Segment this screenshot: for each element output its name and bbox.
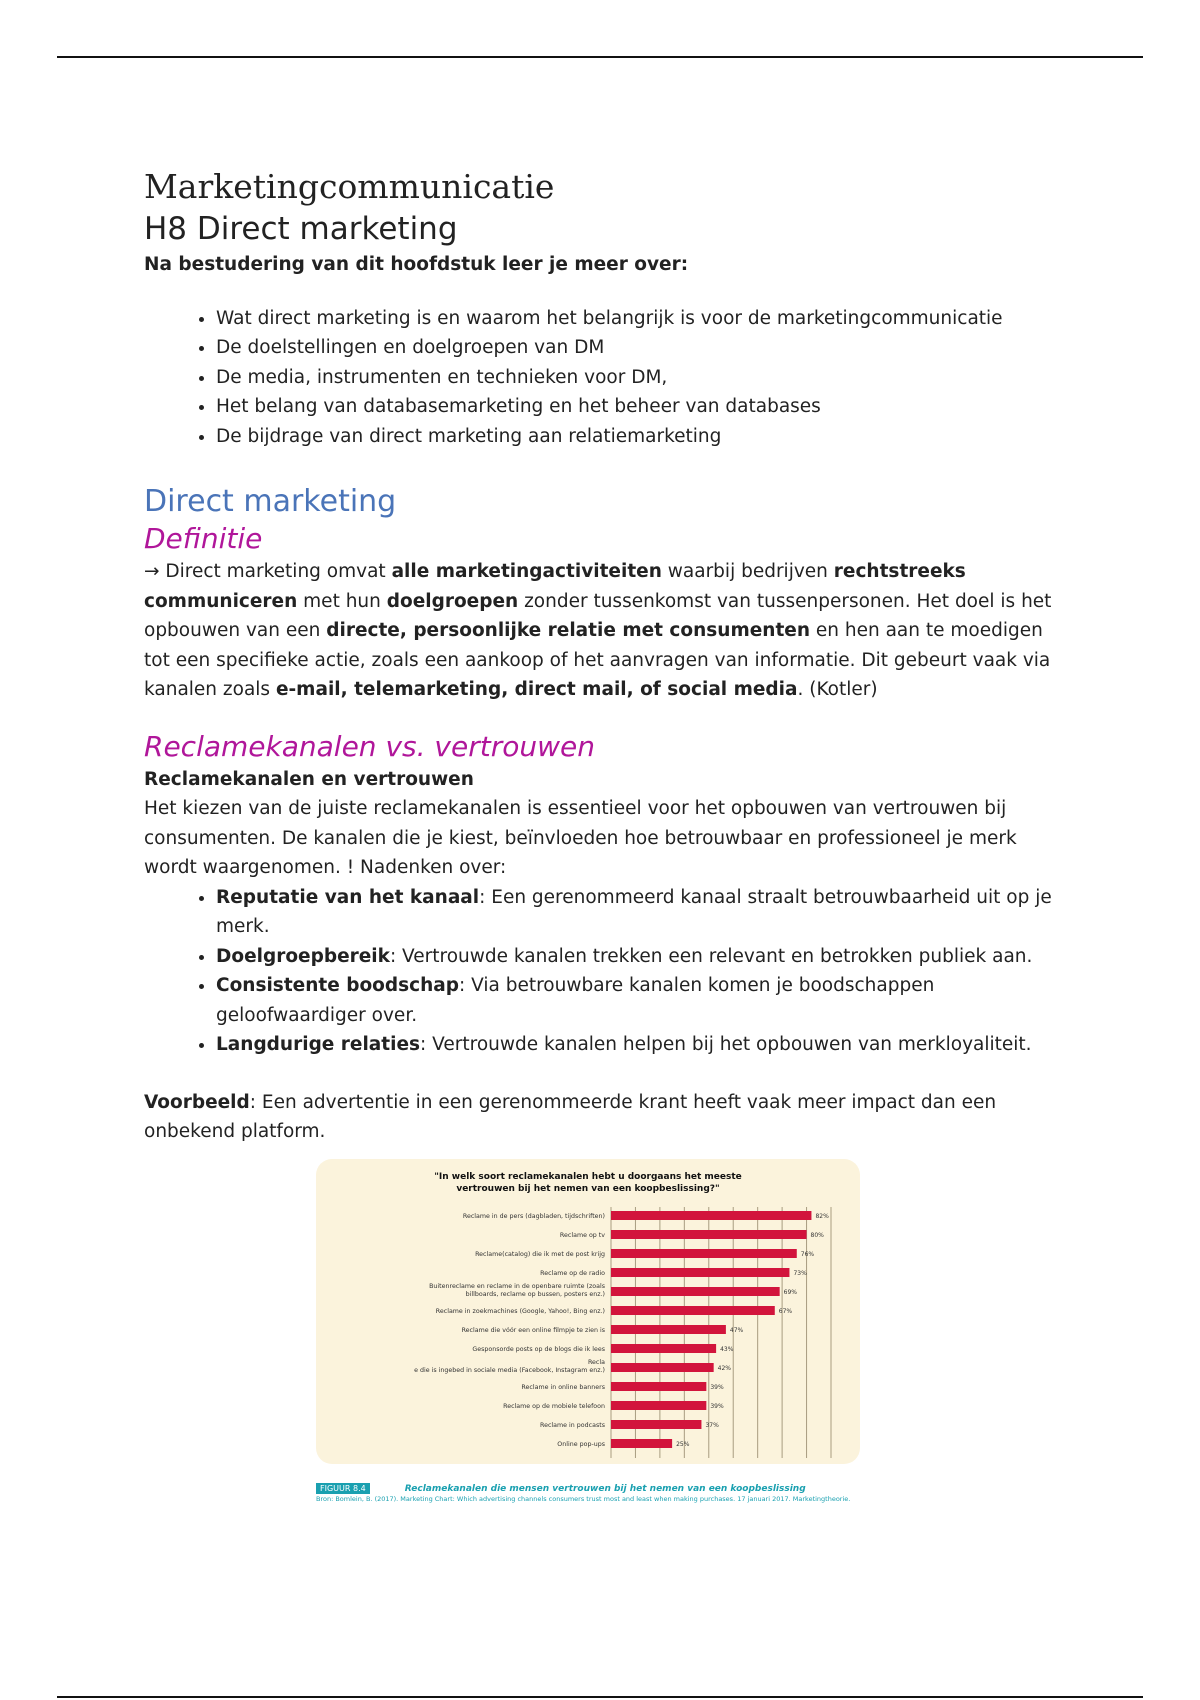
example-text: : Een advertentie in een gerenommeerde krant heeft vaak meer impact dan een onbekend platform. bbox=[144, 1091, 997, 1142]
value-label: 73% bbox=[793, 1269, 807, 1277]
bar bbox=[611, 1420, 701, 1429]
definition-text: waarbij bedrijven bbox=[661, 561, 834, 582]
category-label: Gesponsorde posts op de blogs die ik lees bbox=[472, 1345, 605, 1353]
value-label: 39% bbox=[710, 1402, 724, 1410]
chart-figure bbox=[316, 1159, 886, 1503]
document-title: Marketingcommunicatie bbox=[144, 167, 555, 206]
goal-item: • De bijdrage van direct marketing aan relatiemarketing bbox=[216, 422, 1064, 452]
definition-text: . (Kotler) bbox=[797, 679, 878, 700]
emphasis-text: rechtstreeks communiceren bbox=[144, 561, 966, 612]
category-label: Reclame in podcasts bbox=[540, 1421, 605, 1429]
value-label: 42% bbox=[717, 1364, 732, 1372]
category-label: Reclame op tv bbox=[559, 1231, 605, 1239]
point-text: : Vertrouwde kanalen helpen bij het opbouwen van merkloyaliteit. bbox=[420, 1034, 1032, 1055]
point-label: Doelgroepbereik bbox=[216, 945, 390, 967]
goal-item: • Wat direct marketing is en waarom het belangrijk is voor de marketingcommunicatie bbox=[216, 304, 1064, 334]
bar bbox=[611, 1363, 714, 1372]
category-label: Reclame op de mobiele telefoon bbox=[503, 1402, 605, 1410]
category-label: Reclame in de pers (dagbladen, tijdschriften) bbox=[462, 1212, 605, 1220]
goal-item: • De doelstellingen en doelgroepen van DM bbox=[216, 333, 1064, 363]
caption-text: Reclamekanalen die mensen vertrouwen bij het nemen van een koopbeslissing bbox=[404, 1483, 806, 1494]
bar bbox=[611, 1344, 716, 1353]
goal-item: • Het belang van databasemarketing en het beheer van databases bbox=[216, 392, 1064, 422]
point-text: : Een gerenommeerd kanaal straalt betrouwbaarheid uit op je merk. bbox=[216, 886, 1052, 937]
value-label: 69% bbox=[783, 1288, 798, 1296]
definition-text: met hun bbox=[297, 590, 387, 612]
point-text: : Via betrouwbare kanalen komen je boodschappen geloofwaardiger over. bbox=[216, 975, 935, 1026]
footer-rule bbox=[57, 1696, 1143, 1698]
emphasis-text: e-mail, telemarketing, direct mail, of social media bbox=[275, 679, 798, 700]
value-label: 37% bbox=[705, 1421, 719, 1429]
subheading-reclamekanalen: Reclamekanalen vs. vertrouwen bbox=[144, 729, 595, 763]
value-label: 47% bbox=[729, 1326, 744, 1334]
figure-label: FIGUUR 8.4 bbox=[316, 1483, 370, 1494]
bold-heading: Reclamekanalen en vertrouwen bbox=[144, 768, 474, 790]
value-label: 67% bbox=[778, 1307, 793, 1315]
value-label: 76% bbox=[800, 1250, 815, 1258]
definition-text: zonder tussenkomst van tussenpersonen. Het doel is het opbouwen van een bbox=[144, 590, 1052, 641]
goals-list bbox=[144, 304, 1064, 452]
chart-title: "In welk soort reclamekanalen hebt u doorgaans het meeste bbox=[434, 1171, 742, 1182]
category-label: Online pop-ups bbox=[557, 1440, 605, 1448]
channels-paragraph: Het kiezen van de juiste reclamekanalen is essentieel voor het opbouwen van vertrouwen bij consumenten. De kanalen die je kiest, beïnvloeden hoe betrouwbaar en professioneel je merk wordt waargenomen. ! Nadenken over: bbox=[144, 798, 1017, 878]
emphasis-text: directe, persoonlijke relatie met consumenten bbox=[326, 620, 811, 641]
points-list bbox=[144, 883, 1064, 1060]
category-label: Reclame op de radio bbox=[540, 1269, 605, 1277]
figure-caption bbox=[316, 1476, 886, 1495]
category-label: Reclame in zoekmachines (Google, Yahoo!, Bing enz.) bbox=[435, 1307, 605, 1315]
figure-source: Bron: Bomlein, B. (2017). Marketing Chart: Which advertising channels consumers trust most and least when making purchases. 17 januari 2017. Marketingtheorie. bbox=[316, 1494, 851, 1503]
point-text: : Vertrouwde kanalen trekken een relevant en betrokken publiek aan. bbox=[389, 945, 1033, 967]
subheading-definitie: Definitie bbox=[144, 522, 263, 555]
value-label: 39% bbox=[710, 1383, 724, 1391]
emphasis-text: doelgroepen bbox=[386, 590, 519, 612]
category-label: Recla bbox=[587, 1358, 605, 1366]
category-label: Buitenreclame en reclame in de openbare ruimte (zoals bbox=[429, 1282, 605, 1290]
example-paragraph bbox=[144, 1088, 1064, 1147]
bar-chart bbox=[316, 1159, 860, 1464]
value-label: 43% bbox=[720, 1345, 734, 1353]
intro-text: Na bestudering van dit hoofdstuk leer je meer over: bbox=[144, 254, 689, 275]
bar bbox=[611, 1306, 775, 1315]
bar bbox=[611, 1249, 797, 1258]
point-label: Reputatie van het kanaal bbox=[216, 886, 480, 908]
bar bbox=[611, 1211, 811, 1220]
example-label: Voorbeeld bbox=[144, 1091, 250, 1113]
point-item bbox=[216, 942, 1064, 972]
definition-text: → Direct marketing omvat bbox=[144, 561, 392, 582]
point-item bbox=[216, 883, 1064, 942]
bar bbox=[611, 1287, 780, 1296]
header-rule bbox=[57, 56, 1143, 58]
chapter-title: H8 Direct marketing bbox=[144, 211, 458, 247]
point-label: Langdurige relaties bbox=[216, 1034, 421, 1055]
bar bbox=[611, 1325, 726, 1334]
category-label: Reclame(catalog) die ik met de post krijg bbox=[475, 1250, 605, 1258]
bar bbox=[611, 1268, 789, 1277]
bar bbox=[611, 1230, 807, 1239]
bar bbox=[611, 1439, 672, 1448]
bar bbox=[611, 1382, 706, 1391]
point-item bbox=[216, 1030, 1064, 1060]
category-label: Reclame die vóór een online filmpje te zien is bbox=[461, 1326, 605, 1334]
section-heading: Direct marketing bbox=[144, 484, 397, 519]
value-label: 82% bbox=[815, 1212, 829, 1220]
chart-title: vertrouwen bij het nemen van een koopbeslissing?" bbox=[456, 1183, 720, 1194]
category-label: Reclame in online banners bbox=[521, 1383, 605, 1391]
category-label: billboards, reclame op bussen, posters enz.) bbox=[465, 1290, 605, 1298]
category-label: e die is ingebed in sociale media (Facebook, Instagram enz.) bbox=[414, 1366, 605, 1374]
point-label: Consistente boodschap bbox=[216, 975, 459, 996]
point-item bbox=[216, 971, 1064, 1030]
goal-item: • De media, instrumenten en technieken voor DM, bbox=[216, 363, 1064, 393]
emphasis-text: alle marketingactiviteiten bbox=[391, 561, 662, 582]
bar bbox=[611, 1401, 706, 1410]
definition-paragraph bbox=[144, 557, 1064, 705]
value-label: 80% bbox=[810, 1231, 824, 1239]
value-label: 25% bbox=[676, 1440, 690, 1448]
definition-text: en hen aan te moedigen tot een specifieke actie, zoals een aankoop of het aanvragen van informatie. Dit gebeurt vaak via kanalen zoals bbox=[144, 620, 1051, 700]
